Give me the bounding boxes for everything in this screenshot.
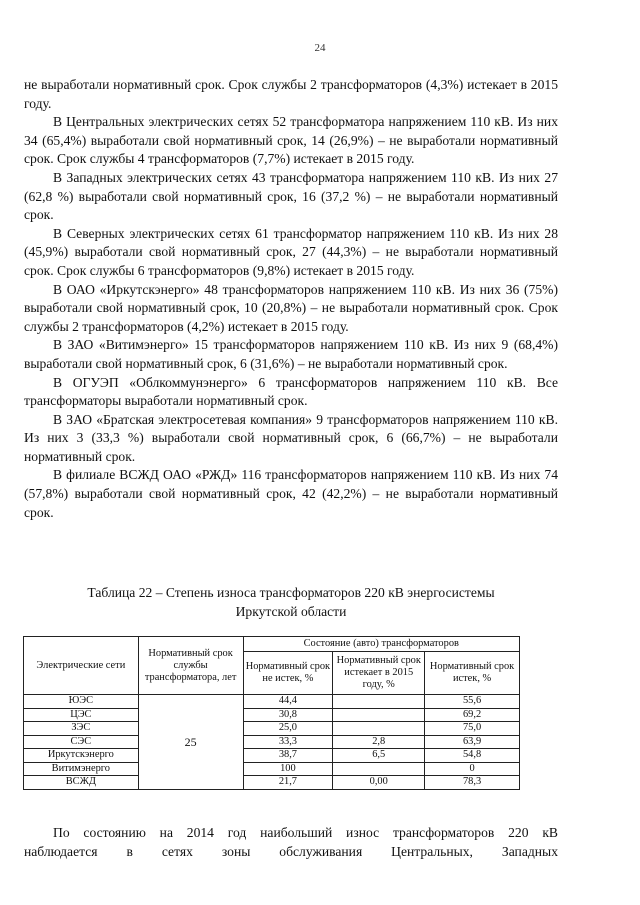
- cell-not-expired: 21,7: [243, 776, 333, 790]
- paragraph: В ОГУЭП «Облкоммунэнерго» 6 трансформаторов напряжением 110 кВ. Все трансформаторы выработали нормативный срок.: [24, 374, 558, 409]
- header-expired: Нормативный срок истек, %: [425, 652, 520, 695]
- table-row: [24, 722, 520, 736]
- table-header-row: [24, 637, 520, 652]
- table-row: [24, 708, 520, 722]
- paragraph: В филиале ВСЖД ОАО «РЖД» 116 трансформаторов напряжением 110 кВ. Из них 74 (57,8%) выработали свой нормативный срок, 42 (42,2%) – не выработали нормативный срок.: [24, 467, 558, 520]
- cell-expires-2015: 0,00: [333, 776, 425, 790]
- table-caption: [24, 583, 558, 621]
- closing-text: [24, 824, 558, 861]
- cell-network: ЦЭС: [24, 708, 139, 722]
- cell-expired: 63,9: [425, 735, 520, 749]
- paragraph: В Центральных электрических сетях 52 трансформатора напряжением 110 кВ. Из них 34 (65,4%) выработали свой нормативный срок, 14 (26,9%) – не выработали нормативный срок. Срок службы 4 трансформаторов (7,7%) истекает в 2015 году.: [24, 114, 558, 167]
- cell-network: ЗЭС: [24, 722, 139, 736]
- cell-expired: 78,3: [425, 776, 520, 790]
- cell-expires-2015: 6,5: [333, 749, 425, 763]
- page-number: 24: [314, 42, 326, 54]
- cell-expired: 69,2: [425, 708, 520, 722]
- paragraph: В ОАО «Иркутскэнерго» 48 трансформаторов напряжением 110 кВ. Из них 36 (75%) выработали свой нормативный срок, 10 (20,8%) – не выработали нормативный срок. Срок службы 2 трансформаторов (4,2%) истекает в 2015 году.: [24, 281, 558, 334]
- cell-not-expired: 100: [243, 762, 333, 776]
- cell-expired: 75,0: [425, 722, 520, 736]
- cell-network: СЭС: [24, 735, 139, 749]
- cell-expires-2015: [333, 722, 425, 736]
- cell-expires-2015: [333, 695, 425, 709]
- transformer-wear-table: [23, 636, 520, 790]
- cell-service-life: 25: [138, 695, 243, 790]
- cell-not-expired: 30,8: [243, 708, 333, 722]
- cell-expires-2015: [333, 708, 425, 722]
- paragraph: В Северных электрических сетях 61 трансформатор напряжением 110 кВ. Из них 28 (45,9%) выработали свой нормативный срок, 27 (44,3%) – не выработали нормативный срок. Срок службы 6 трансформаторов (9,8%) истекает в 2015 году.: [24, 225, 558, 278]
- table-caption-line: Таблица 22 – Степень износа трансформаторов 220 кВ энергосистемы: [87, 585, 495, 600]
- table-caption-line: Иркутской области: [235, 604, 347, 619]
- cell-expired: 0: [425, 762, 520, 776]
- cell-expired: 54,8: [425, 749, 520, 763]
- cell-network: ЮЭС: [24, 695, 139, 709]
- table-row: [24, 776, 520, 790]
- header-network: Электрические сети: [24, 637, 139, 695]
- cell-network: ВСЖД: [24, 776, 139, 790]
- cell-not-expired: 44,4: [243, 695, 333, 709]
- cell-not-expired: 33,3: [243, 735, 333, 749]
- header-service-life: Нормативный срок службы трансформатора, лет: [138, 637, 243, 695]
- cell-network: Витимэнерго: [24, 762, 139, 776]
- table-row: [24, 695, 520, 709]
- header-state-group: Состояние (авто) трансформаторов: [243, 637, 520, 652]
- table-row: [24, 749, 520, 763]
- header-expires-2015: Нормативный срок истекает в 2015 году, %: [333, 652, 425, 695]
- cell-expired: 55,6: [425, 695, 520, 709]
- closing-line: наблюдается в сетях зоны обслуживания Центральных, Западных: [24, 843, 558, 859]
- cell-expires-2015: [333, 762, 425, 776]
- cell-network: Иркутскэнерго: [24, 749, 139, 763]
- paragraph: В ЗАО «Витимэнерго» 15 трансформаторов напряжением 110 кВ. Из них 9 (68,4%) выработали свой нормативный срок, 6 (31,6%) – не выработали нормативный срок.: [24, 337, 558, 371]
- table-row: [24, 762, 520, 776]
- closing-line: По состоянию на 2014 год наибольший износ трансформаторов 220 кВ: [53, 825, 558, 840]
- paragraph: не выработали нормативный срок. Срок службы 2 трансформаторов (4,3%) истекает в 2015 году.: [24, 77, 558, 111]
- cell-not-expired: 38,7: [243, 749, 333, 763]
- paragraph: В Западных электрических сетях 43 трансформатора напряжением 110 кВ. Из них 27 (62,8 %) выработали свой нормативный срок, 16 (37,2 %) – не выработали нормативный срок.: [24, 169, 558, 223]
- table-row: [24, 735, 520, 749]
- cell-not-expired: 25,0: [243, 722, 333, 736]
- body-text: [24, 76, 558, 522]
- header-not-expired: Нормативный срок не истек, %: [243, 652, 333, 695]
- paragraph: В ЗАО «Братская электросетевая компания» 9 трансформаторов напряжением 110 кВ. Из них 3 (33,3 %) выработали свой нормативный срок, 6 (66,7%) – не выработали нормативный срок.: [24, 411, 558, 464]
- cell-expires-2015: 2,8: [333, 735, 425, 749]
